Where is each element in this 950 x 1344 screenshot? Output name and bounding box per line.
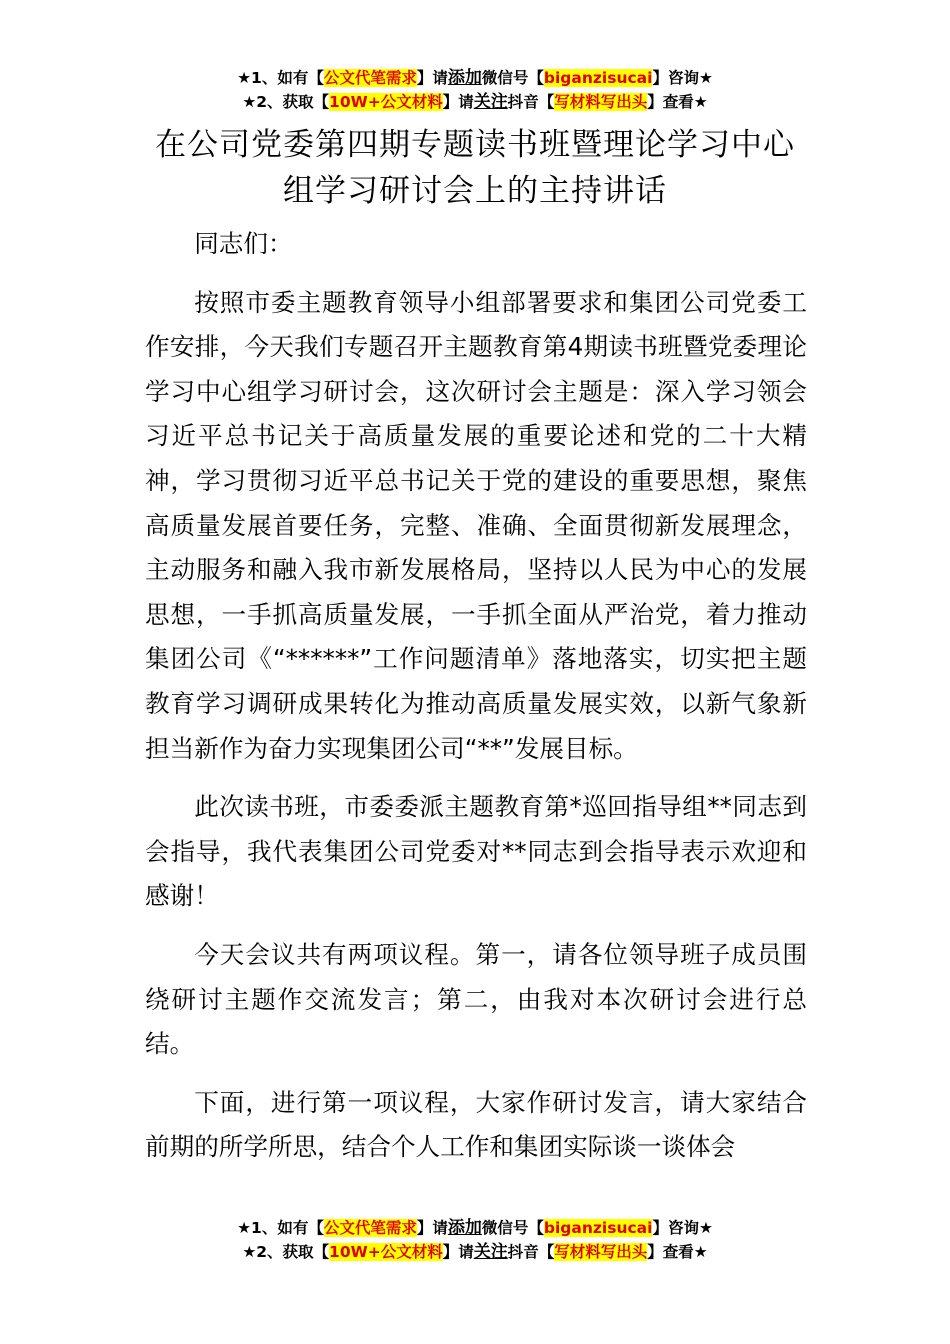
banner-line-2-mid2: 抖音【 — [507, 1243, 555, 1261]
banner-highlight-douyin: 写材料写出头 — [554, 1243, 648, 1261]
banner-highlight-service: 公文代笔需求 — [323, 69, 417, 87]
document-title: 在公司党委第四期专题读书班暨理论学习中心组学习研讨会上的主持讲话 — [155, 127, 795, 209]
document-body — [145, 222, 807, 1184]
banner-line-1 — [0, 66, 950, 90]
banner-emphasis-follow: 关注 — [473, 1242, 508, 1262]
banner-line-1-prefix: 1、如有【 — [251, 69, 324, 87]
banner-highlight-wechat: biganzisucai — [543, 1219, 653, 1237]
footer-banner — [0, 1216, 950, 1264]
paragraph: 今天会议共有两项议程。第一，请各位领导班子成员围绕研讨主题作交流发言；第二，由我对本次研讨会进行总结。 — [145, 939, 807, 1059]
banner-line-2-mid: 】请 — [442, 1243, 474, 1261]
star-icon: ★ — [237, 69, 252, 87]
star-icon: ★ — [242, 93, 257, 111]
banner-line-2-mid: 】请 — [442, 93, 474, 111]
banner-line-1-suffix: 】咨询★ — [652, 1219, 713, 1237]
star-icon: ★ — [242, 1243, 257, 1261]
banner-highlight-materials: 10W+公文材料 — [329, 93, 443, 111]
banner-line-1-mid: 】请 — [416, 1219, 448, 1237]
paragraph: 按照市委主题教育领导小组部署要求和集团公司党委工作安排，今天我们专题召开主题教育第4期读书班暨党委理论学习中心组学习研讨会，这次研讨会主题是：深入学习领会习近平总书记关于高质量发展的重要论述和党的二十大精神，学习贯彻习近平总书记关于党的建设的重要思想，聚焦高质量发展首要任务，完整、准确、全面贯彻新发展理念，主动服务和融入我市新发展格局，坚持以人民为中心的发展思想，一手抓高质量发展，一手抓全面从严治党，着力推动集团公司《“******”工作问题清单》落地落实，切实把主题教育学习调研成果转化为推动高质量发展实效，以新气象新担当新作为奋力实现集团公司“**”发展目标。 — [145, 287, 807, 763]
banner-line-2 — [0, 90, 950, 114]
banner-line-1-prefix: 1、如有【 — [251, 1219, 324, 1237]
paragraph: 下面，进行第一项议程，大家作研讨发言，请大家结合前期的所学所思，结合个人工作和集团实际谈一谈体会 — [145, 1087, 807, 1162]
banner-emphasis-add: 添加 — [447, 1218, 482, 1238]
banner-line-2-prefix: 2、获取【 — [256, 1243, 330, 1261]
greeting: 同志们： — [194, 229, 293, 258]
banner-highlight-materials: 10W+公文材料 — [329, 1243, 443, 1261]
banner-line-1-mid2: 微信号【 — [481, 1219, 544, 1237]
banner-line-2-suffix: 】查看★ — [647, 1243, 708, 1261]
banner-line-1-mid2: 微信号【 — [481, 69, 544, 87]
banner-emphasis-follow: 关注 — [473, 92, 508, 112]
paragraph: 此次读书班，市委委派主题教育第*巡回指导组**同志到会指导，我代表集团公司党委对**同志到会指导表示欢迎和感谢！ — [145, 792, 807, 911]
banner-highlight-service: 公文代笔需求 — [323, 1219, 417, 1237]
banner-highlight-douyin: 写材料写出头 — [554, 93, 648, 111]
banner-line-1 — [0, 1216, 950, 1240]
banner-emphasis-add: 添加 — [447, 68, 482, 88]
banner-line-1-mid: 】请 — [416, 69, 448, 87]
banner-highlight-wechat: biganzisucai — [543, 69, 653, 87]
banner-line-2 — [0, 1240, 950, 1264]
banner-line-2-mid2: 抖音【 — [507, 93, 555, 111]
banner-line-2-suffix: 】查看★ — [647, 93, 708, 111]
banner-line-2-prefix: 2、获取【 — [256, 93, 330, 111]
star-icon: ★ — [237, 1219, 252, 1237]
banner-line-1-suffix: 】咨询★ — [652, 69, 713, 87]
header-banner — [0, 66, 950, 114]
